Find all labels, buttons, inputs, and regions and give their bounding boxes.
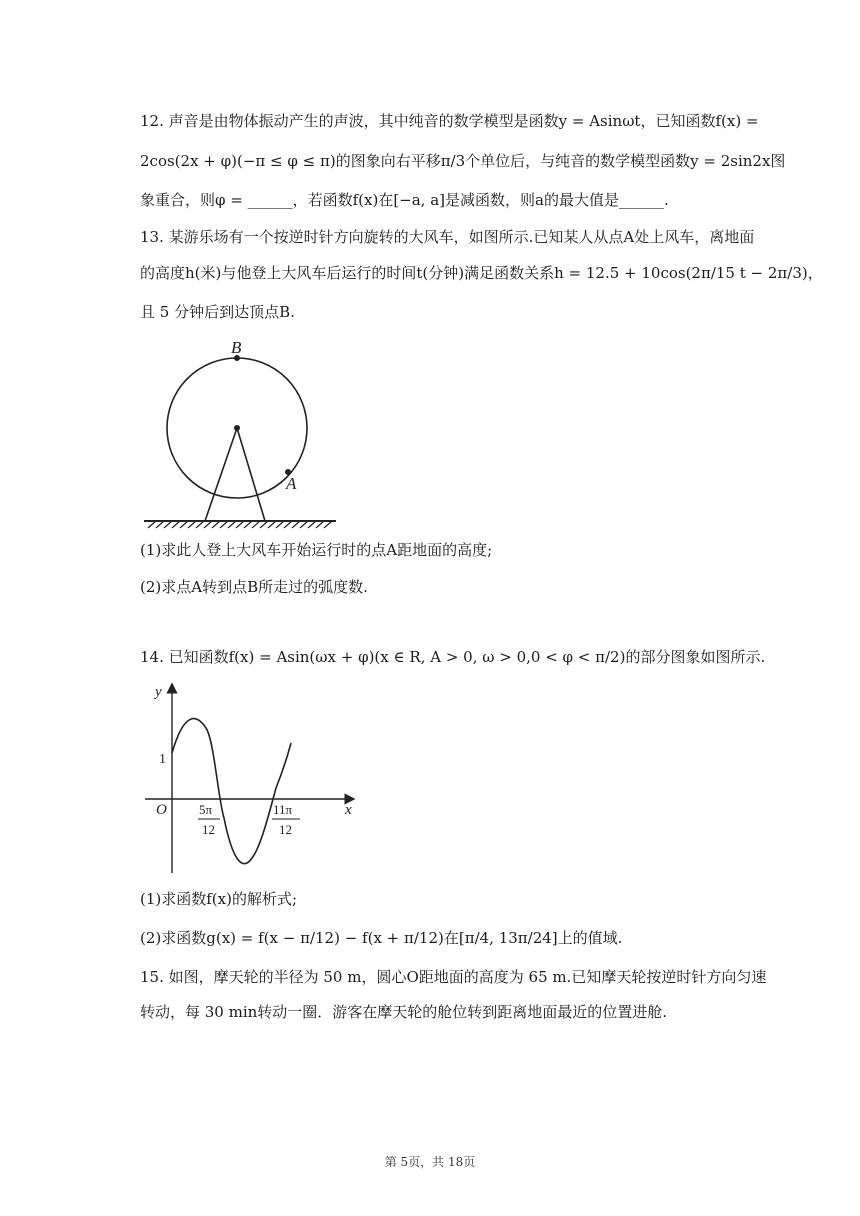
x-tick1-den: 12 xyxy=(202,822,215,837)
q14-line1: 14. 已知函数f(x) = Asin(ωx + φ)(x ∈ R, A > 0, ω > 0,0 < φ < π/2)的部分图象如图所示. xyxy=(140,648,766,666)
support-left xyxy=(205,428,237,521)
q12-line3: 象重合，则φ = ______，若函数f(x)在[−a, a]是减函数，则a的最大值是______. xyxy=(140,191,669,209)
x-tick2-num: 11π xyxy=(273,802,293,817)
label-b: B xyxy=(231,338,242,357)
ground-hatching xyxy=(148,521,332,528)
q13-line2: 的高度h(米)与他登上大风车后运行的时间t(分钟)满足函数关系h = 12.5 + 10cos(2π/15 t − 2π/3)， xyxy=(140,264,823,282)
sine-curve xyxy=(172,719,291,864)
origin-label: O xyxy=(156,802,167,818)
q14-part2: (2)求函数g(x) = f(x − π/12) − f(x + π/12)在[π/4, 13π/24]上的值域. xyxy=(140,929,623,947)
q14-part1: (1)求函数f(x)的解析式; xyxy=(140,890,298,908)
x-tick1-num: 5π xyxy=(199,802,213,817)
page-footer: 第 5页，共 18页 xyxy=(384,1155,476,1169)
x-tick2-den: 12 xyxy=(279,822,292,837)
y-tick-1: 1 xyxy=(159,752,166,767)
support-right xyxy=(237,428,265,521)
label-a: A xyxy=(286,474,297,493)
q15-line1: 15. 如图，摩天轮的半径为 50 m，圆心O距地面的高度为 65 m.已知摩天轮按逆时针方向匀速 xyxy=(140,968,767,986)
q13-part2: (2)求点A转到点B所走过的弧度数. xyxy=(140,578,368,596)
q15-line2: 转动，每 30 min转动一圈．游客在摩天轮的舱位转到距离地面最近的位置进舱. xyxy=(140,1003,668,1021)
x-axis-label: x xyxy=(345,802,352,818)
y-axis-label: y xyxy=(155,684,162,700)
q13-part1: (1)求此人登上大风车开始运行时的点A距地面的高度; xyxy=(140,541,493,559)
q12-line1: 12. 声音是由物体振动产生的声波，其中纯音的数学模型是函数y = Asinωt，已知函数f(x) = xyxy=(140,112,759,130)
ferris-wheel-figure xyxy=(140,335,340,530)
q12-line2: 2cos(2x + φ)(−π ≤ φ ≤ π)的图象向右平移π/3个单位后，与纯音的数学模型函数y = 2sin2x图 xyxy=(140,152,786,170)
sine-graph-figure xyxy=(140,678,365,878)
q13-line3: 且 5 分钟后到达顶点B. xyxy=(140,303,295,321)
q13-line1: 13. 某游乐场有一个按逆时针方向旋转的大风车，如图所示.已知某人从点A处上风车，离地面 xyxy=(140,228,755,246)
